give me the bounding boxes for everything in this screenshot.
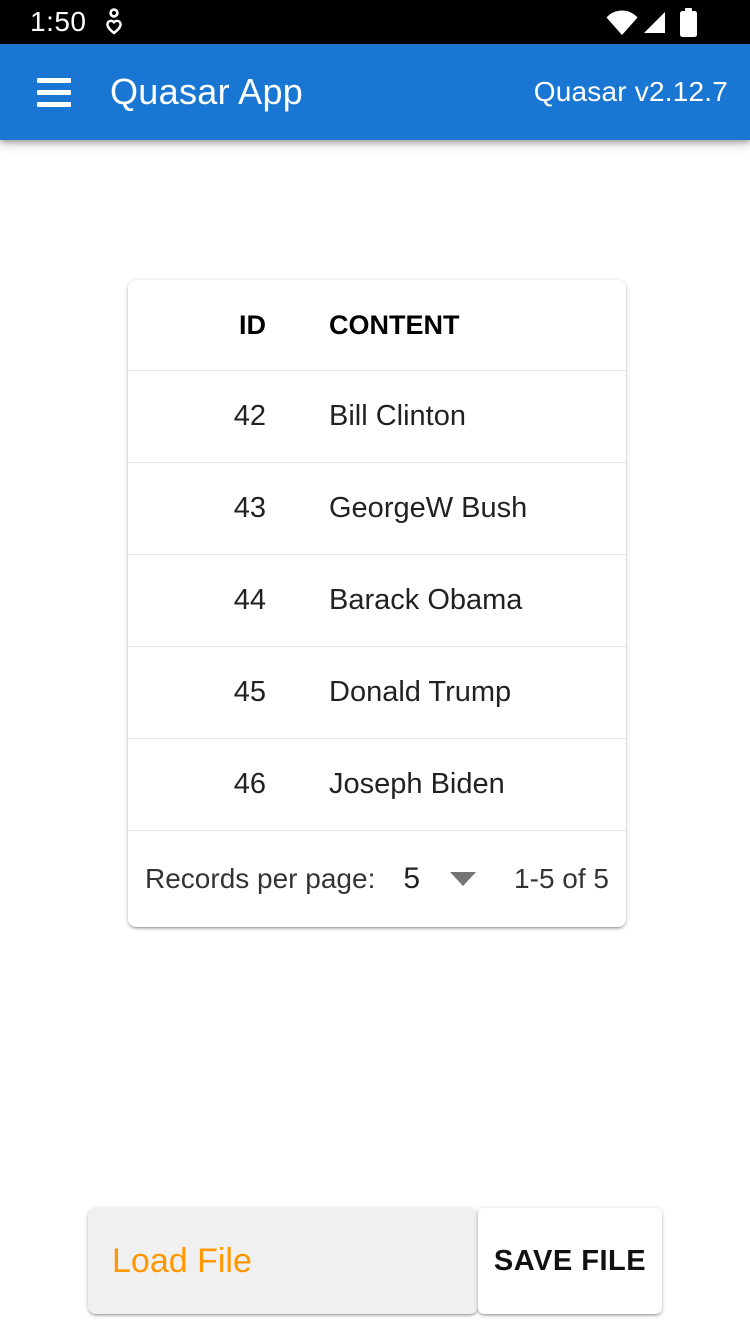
hamburger-menu-icon[interactable]	[32, 70, 76, 114]
cell-content: Bill Clinton	[329, 400, 466, 432]
load-file-label: Load File	[112, 1241, 252, 1280]
clock: 1:50	[30, 6, 87, 37]
table-header-row	[128, 280, 626, 370]
table-row	[128, 738, 626, 830]
cell-content: Joseph Biden	[329, 768, 505, 800]
records-per-page-value: 5	[403, 862, 421, 895]
table-row	[128, 646, 626, 738]
records-per-page-select[interactable]	[403, 862, 476, 896]
file-action-bar	[88, 1208, 662, 1314]
cell-content: GeorgeW Bush	[329, 492, 528, 524]
status-icons	[605, 8, 697, 37]
cell-id: 45	[233, 676, 266, 708]
cell-content: Donald Trump	[329, 676, 512, 708]
load-file-input[interactable]	[88, 1208, 478, 1314]
cell-id: 46	[233, 768, 266, 800]
table-row	[128, 370, 626, 462]
pagination-range: 1-5 of 5	[514, 863, 609, 894]
cell-id: 42	[233, 400, 266, 432]
cell-signal-icon	[643, 11, 666, 34]
save-file-button[interactable]: SAVE FILE	[478, 1208, 662, 1314]
cell-id: 43	[233, 492, 266, 524]
column-header-content: CONTENT	[329, 309, 460, 340]
app-version: Quasar v2.12.7	[533, 76, 728, 107]
column-header-id: ID	[239, 309, 266, 340]
table-pagination	[128, 830, 626, 927]
presidents-table-card	[128, 280, 626, 927]
app-title: Quasar App	[110, 71, 304, 112]
table-row	[128, 554, 626, 646]
records-per-page-label: Records per page:	[145, 863, 376, 894]
status-bar	[0, 0, 750, 44]
wifi-icon	[605, 9, 639, 36]
cell-content: Barack Obama	[329, 584, 523, 616]
cell-id: 44	[233, 584, 266, 616]
chevron-down-icon	[450, 872, 476, 886]
wellbeing-heart-icon	[103, 7, 125, 37]
app-bar	[0, 44, 750, 140]
table-row	[128, 462, 626, 554]
battery-icon	[680, 8, 697, 37]
